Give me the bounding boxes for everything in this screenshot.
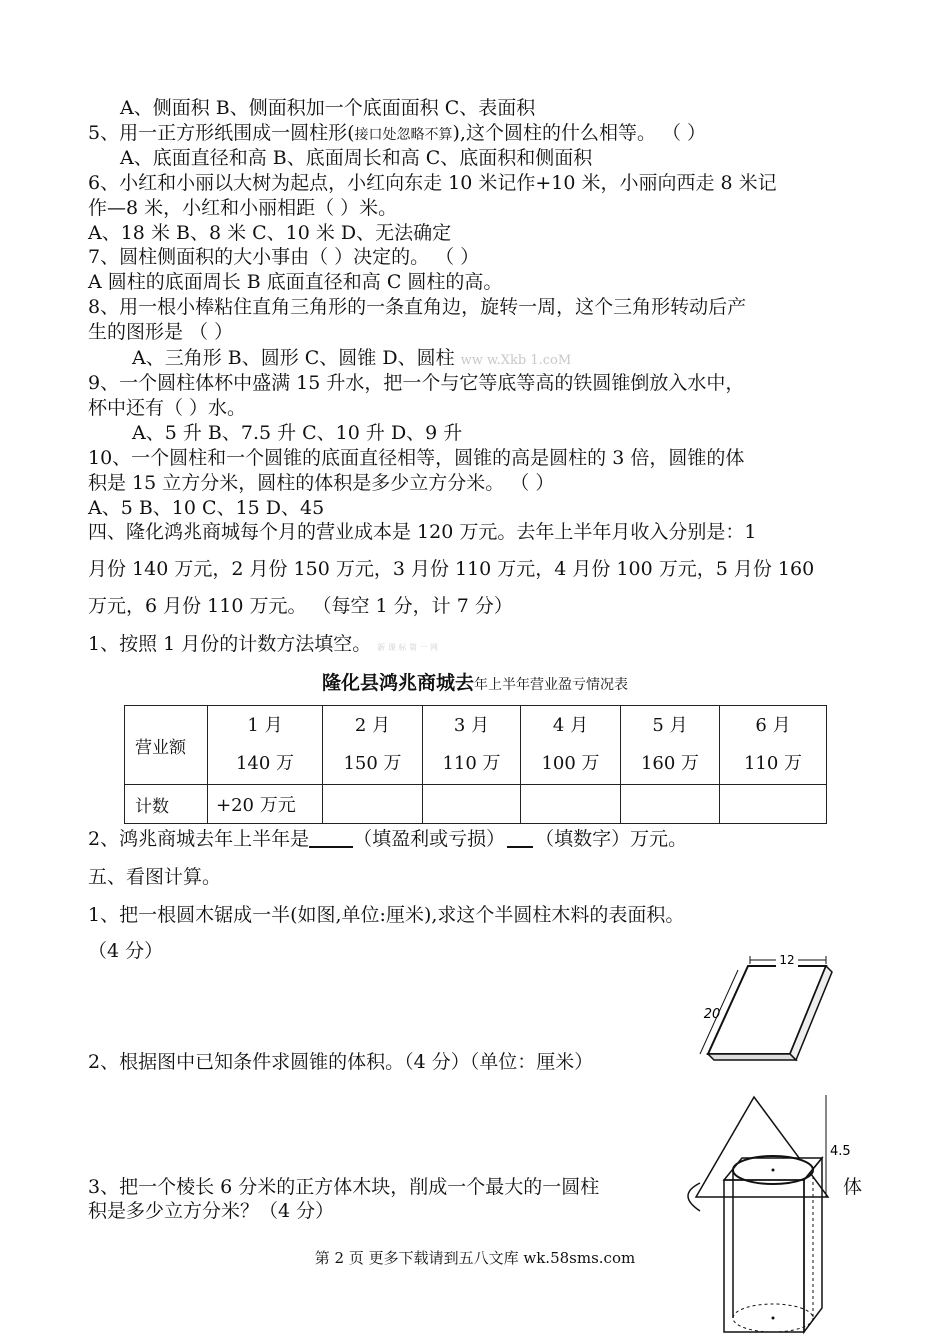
revenue-table xyxy=(124,705,827,824)
table-title: 隆化县鸿兆商城去年上半年营业盈亏情况表 xyxy=(321,672,628,694)
row-label-count: 计数 xyxy=(125,785,208,824)
page-footer: 第 2 页 更多下载请到五八文库 wk.58sms.com xyxy=(314,1249,636,1267)
table-cell: 3 月 110 万 xyxy=(423,706,521,785)
question-10-line2: 积是 15 立方分米，圆柱的体积是多少立方分米。 （ ） xyxy=(88,472,555,494)
question-7-options: A 圆柱的底面周长 B 底面直径和高 C 圆柱的高。 xyxy=(88,271,503,293)
watermark: ww w.Xkb 1.coM xyxy=(460,353,572,368)
question-8-line2: 生的图形是 （ ） xyxy=(88,321,234,343)
section-5-q3-line2: 积是多少立方分米？（4 分） xyxy=(88,1200,335,1222)
table-cell: 6 月 110 万 xyxy=(720,706,827,785)
table-cell-blank xyxy=(621,785,720,824)
question-6-line1: 6、小红和小丽以大树为起点，小红向东走 10 米记作+10 米，小丽向西走 8 米记 xyxy=(88,172,777,194)
question-8-line1: 8、用一根小棒粘住直角三角形的一条直角边，旋转一周，这个三角形转动后产 xyxy=(88,296,747,318)
half-cylinder-figure xyxy=(680,950,840,1070)
section-4-q2: 2、鸿兆商城去年上半年是 （填盈利或亏损） （填数字）万元。 xyxy=(88,828,688,850)
question-5: 5、用一正方形纸围成一圆柱形(接口处忽略不算),这个圆柱的什么相等。 （ ） xyxy=(88,122,707,144)
height-label: 4.5 xyxy=(830,1144,851,1159)
question-9-line2: 杯中还有（ ）水。 xyxy=(88,397,247,419)
section-4-line3: 万元，6 月份 110 万元。 （每空 1 分，计 7 分） xyxy=(88,595,513,617)
section-5-q3-end: 体 xyxy=(843,1176,863,1198)
section-4-line1: 四、隆化鸿兆商城每个月的营业成本是 120 万元。去年上半年月收入分别是：1 xyxy=(88,521,757,543)
table-cell: 5 月 160 万 xyxy=(621,706,720,785)
table-cell-blank xyxy=(423,785,521,824)
question-5-options: A、底面直径和高 B、底面周长和高 C、底面积和侧面积 xyxy=(120,147,593,169)
cube-cylinder-figure xyxy=(718,1148,838,1338)
q4-options: A、侧面积 B、侧面积加一个底面面积 C、表面积 xyxy=(120,97,536,119)
section-5-q1: 1、把一根圆木锯成一半(如图,单位:厘米),求这个半圆柱木料的表面积。 xyxy=(88,904,685,926)
section-4-line2: 月份 140 万元，2 月份 150 万元，3 月份 110 万元，4 月份 100 万元，5 月份 160 xyxy=(88,558,815,580)
question-7: 7、圆柱侧面积的大小事由（ ）决定的。 （ ） xyxy=(88,246,480,268)
section-5-q2: 2、根据图中已知条件求圆锥的体积。（4 分）（单位：厘米） xyxy=(88,1051,594,1073)
question-8-options: A、三角形 B、圆形 C、圆锥 D、圆柱 ww w.Xkb 1.coM xyxy=(132,347,572,369)
section-5-q1-points: （4 分） xyxy=(88,940,164,962)
table-cell: 1 月 140 万 xyxy=(208,706,323,785)
table-cell-blank xyxy=(720,785,827,824)
question-10-options: A、5 B、10 C、15 D、45 xyxy=(88,497,325,519)
section-5-q3-line1: 3、把一个棱长 6 分米的正方体木块，削成一个最大的一圆柱 xyxy=(88,1176,600,1198)
table-cell-blank xyxy=(323,785,423,824)
section-5-title: 五、看图计算。 xyxy=(88,866,222,888)
answer-blank xyxy=(507,828,533,848)
table-cell: 4 月 100 万 xyxy=(521,706,621,785)
section-4-q1: 1、按照 1 月份的计数方法填空。 新 课 标 第 一 网 xyxy=(88,633,439,655)
watermark-small: 新 课 标 第 一 网 xyxy=(377,643,439,652)
question-10-line1: 10、一个圆柱和一个圆锥的底面直径相等，圆锥的高是圆柱的 3 倍，圆锥的体 xyxy=(88,447,745,469)
table-cell: 2 月 150 万 xyxy=(323,706,423,785)
table-cell-blank xyxy=(521,785,621,824)
question-6-options: A、18 米 B、8 米 C、10 米 D、无法确定 xyxy=(88,222,452,244)
table-row xyxy=(125,706,827,785)
answer-blank xyxy=(309,828,353,848)
row-label-revenue: 营业额 xyxy=(125,706,208,785)
question-9-line1: 9、一个圆柱体杯中盛满 15 升水，把一个与它等底等高的铁圆锥倒放入水中， xyxy=(88,372,745,394)
table-cell: +20 万元 xyxy=(208,785,323,824)
question-9-options: A、5 升 B、7.5 升 C、10 升 D、9 升 xyxy=(132,422,463,444)
length-label: 20 xyxy=(703,1007,721,1022)
table-row xyxy=(125,785,827,824)
question-6-line2: 作—8 米，小红和小丽相距（ ）米。 xyxy=(88,197,398,219)
width-label: 12 xyxy=(779,953,795,967)
